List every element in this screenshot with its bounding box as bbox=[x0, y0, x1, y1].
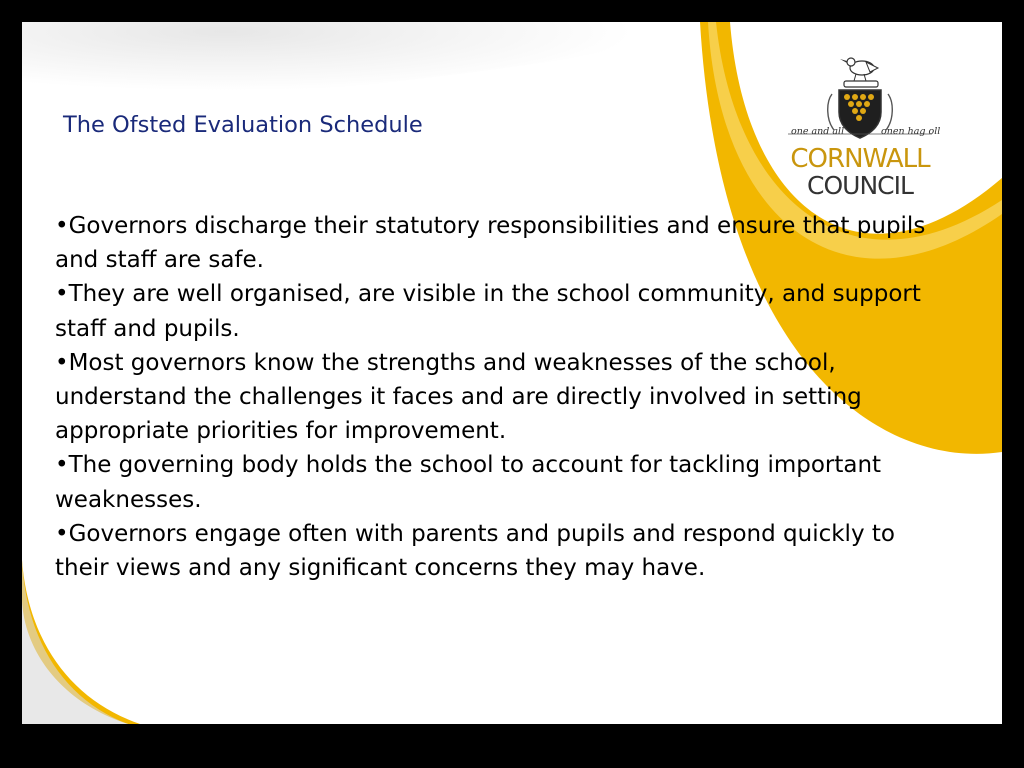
chough-bird-icon bbox=[840, 58, 878, 81]
logo-cornwall-text: CORNWALL bbox=[790, 144, 930, 174]
cornwall-council-logo bbox=[774, 46, 946, 206]
bullet-list bbox=[55, 209, 935, 585]
supporter-left bbox=[828, 94, 834, 130]
logo-council-text: COUNCIL bbox=[807, 171, 913, 200]
bullet-item: •They are well organised, are visible in the school community, and support staff and pupils. bbox=[55, 281, 921, 342]
supporter-right bbox=[886, 94, 892, 130]
logo-motto-right: onen hag oll bbox=[881, 126, 941, 137]
logo-motto-left: one and all bbox=[791, 126, 845, 137]
bullet-item: •Governors discharge their statutory responsibilities and ensure that pupils and staff are safe. bbox=[55, 213, 926, 274]
bullet-item: •Most governors know the strengths and weaknesses of the school, understand the challenges it faces and are directly involved in setting appropriate priorities for improvement. bbox=[55, 349, 862, 445]
bullet-item: •The governing body holds the school to account for tackling important weaknesses. bbox=[55, 452, 882, 513]
bullet-item: •Governors engage often with parents and pupils and respond quickly to their views and any significant concerns they may have. bbox=[55, 520, 895, 582]
crest-base bbox=[844, 81, 878, 87]
slide-title: The Ofsted Evaluation Schedule bbox=[63, 112, 423, 138]
